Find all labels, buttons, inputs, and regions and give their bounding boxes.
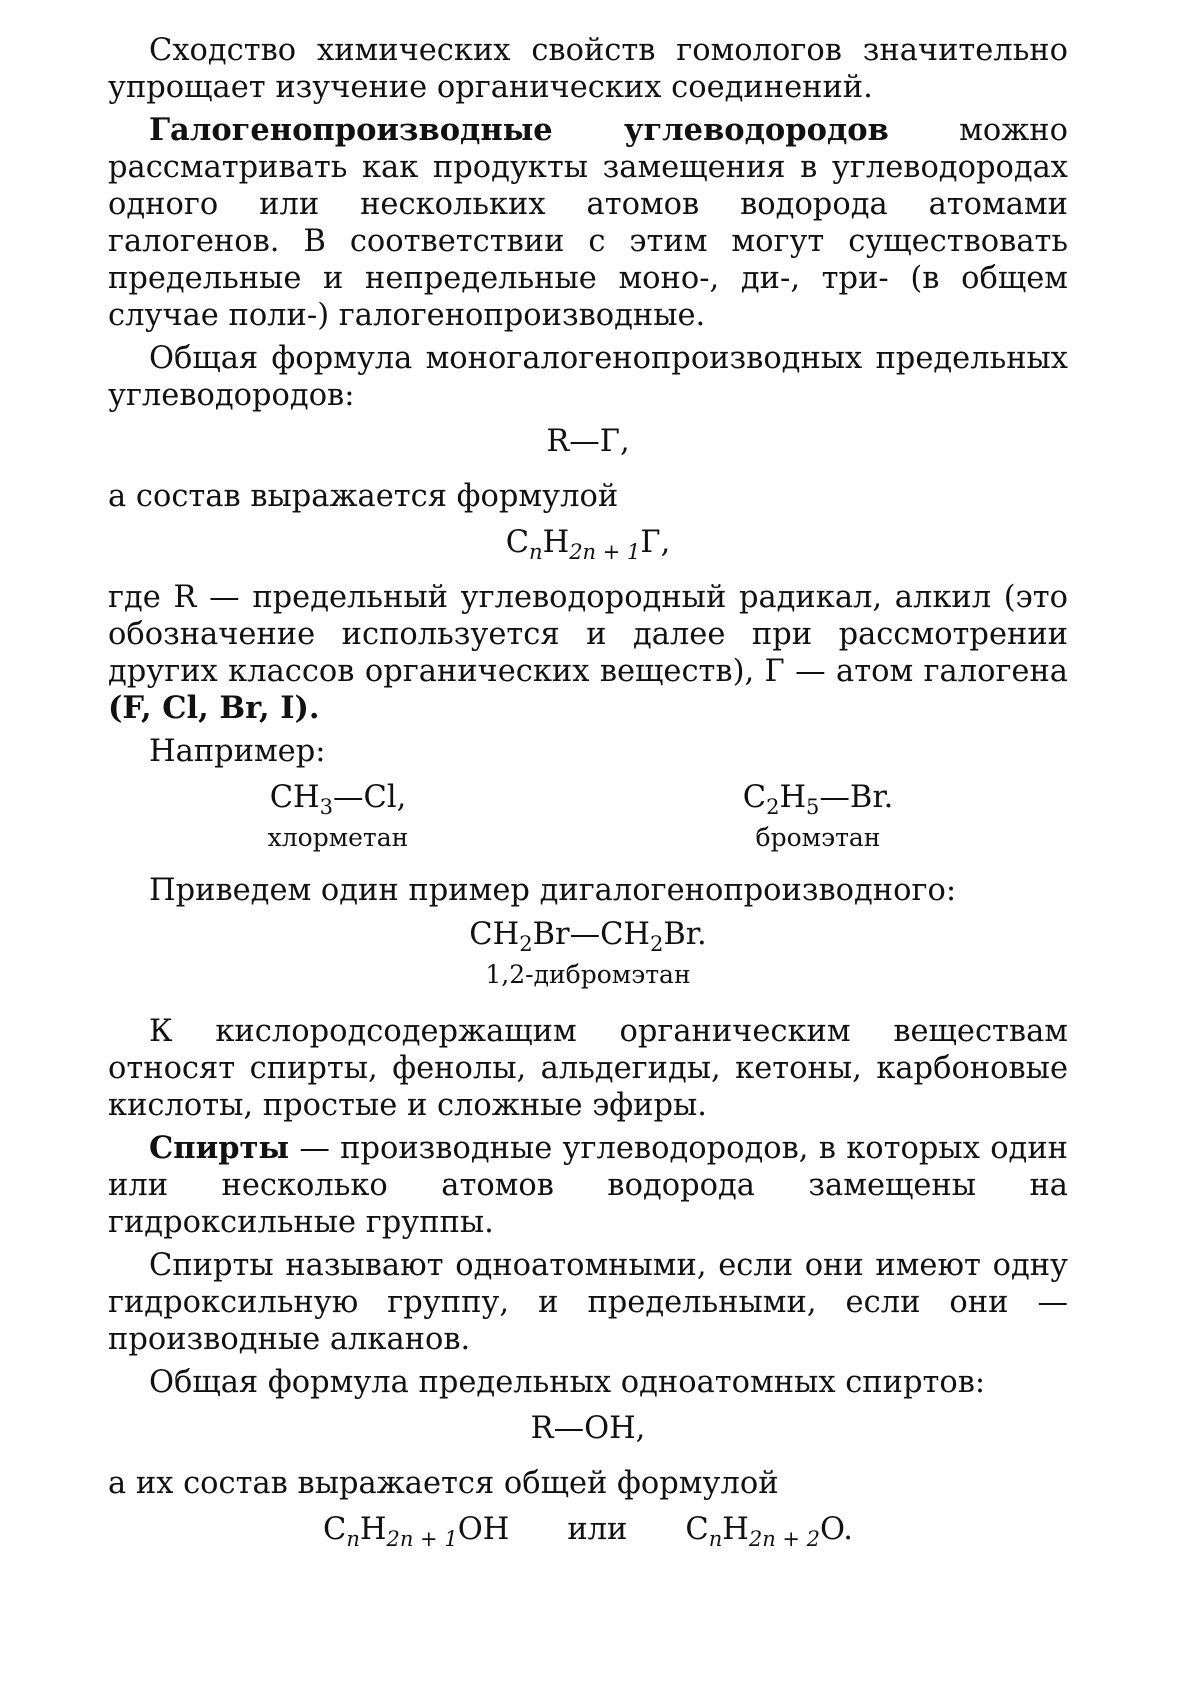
caption-chloromethane: хлорметан — [267, 823, 409, 852]
alc2-h: H — [722, 1512, 749, 1547]
ex1-part-a: CH — [269, 780, 320, 815]
paragraph-example: Например: — [149, 734, 326, 769]
formula-c: C — [505, 525, 530, 560]
formula-cnh2n1-halogen — [108, 523, 1068, 563]
alc2-c: C — [685, 1512, 709, 1547]
ex3-part-c: Br. — [663, 917, 707, 952]
formula-h: H — [542, 525, 570, 560]
formula-c2h5br — [568, 778, 1068, 818]
alc1-sub: 2n + 1 — [386, 1527, 458, 1551]
halogen-list: (F, Cl, Br, I). — [108, 690, 320, 726]
alc2-sub: 2n + 2 — [748, 1527, 821, 1551]
formula-r-halogen: R—Г, — [546, 424, 630, 459]
paragraph-alcohol-composition-intro: а их состав выражается общей формулой — [108, 1466, 779, 1501]
paragraph-composition-intro: а состав выражается формулой — [108, 479, 619, 514]
example-bromoethane — [568, 778, 1068, 854]
paragraph-alcohols — [108, 1130, 1068, 1241]
formula-sub-n: n — [529, 540, 543, 564]
alc1-c: C — [323, 1512, 347, 1547]
paragraph-homologs: Сходство химических свойств гомологов значительно упрощает изучение органических соединений. — [108, 33, 1068, 105]
formula-ch3cl — [108, 778, 568, 818]
ex3-part-b: Br—CH — [532, 917, 651, 952]
paragraph-monohydric: Спирты называют одноатомными, если они имеют одну гидроксильную группу, и предельными, если они — производные алканов. — [108, 1248, 1068, 1357]
ex2-part-b: H — [779, 780, 807, 815]
formula-halogen: Г, — [640, 525, 671, 560]
ex3-part-a: CH — [469, 917, 520, 952]
paragraph-halogen-derivatives — [108, 112, 1068, 334]
ex2-sub1: 2 — [766, 795, 780, 819]
paragraph-alcohol-formula-intro: Общая формула предельных одноатомных спиртов: — [149, 1365, 986, 1400]
ex2-part-a: C — [742, 780, 767, 815]
alc1-tail: OH — [457, 1512, 510, 1547]
radical-definition-text: где R — предельный углеводородный радикал, алкил (это обозначение используется и далее при рассмотрении других классов органических веществ), Г — атом галогена — [108, 580, 1068, 689]
ex1-part-b: —Cl, — [333, 780, 407, 815]
paragraph-dihalogen-intro: Приведем один пример дигалогенопроизводного: — [149, 873, 957, 908]
formula-dibromoethane — [108, 915, 1068, 955]
formula-or: или — [567, 1512, 628, 1547]
ex3-sub2: 2 — [650, 932, 664, 956]
ex2-part-c: —Br. — [819, 780, 894, 815]
paragraph-general-formula-intro: Общая формула моногалогенопроизводных предельных углеводородов: — [108, 341, 1068, 413]
ex3-sub1: 2 — [519, 932, 533, 956]
alc1-sub-n: n — [346, 1527, 360, 1551]
alc2-sub-n: n — [708, 1527, 723, 1551]
caption-dibromoethane: 1,2-дибромэтан — [485, 960, 691, 989]
alc2-tail: O. — [820, 1512, 853, 1547]
ex1-sub: 3 — [319, 795, 333, 819]
formula-alcohol-composition — [108, 1510, 1068, 1550]
example-chloromethane — [108, 778, 568, 854]
formula-sub-2n1: 2n + 1 — [569, 540, 641, 564]
examples-row — [108, 778, 1068, 854]
paragraph-oxygen-compounds: К кислородсодержащим органическим веществам относят спирты, фенолы, альдегиды, кетоны, карбоновые кислоты, простые и сложные эфиры. — [108, 1014, 1068, 1123]
example-dibromoethane — [108, 915, 1068, 991]
caption-bromoethane: бромэтан — [755, 823, 881, 852]
term-halogen-derivatives: Галогенопроизводные углеводородов — [149, 112, 889, 148]
formula-r-oh: R—OH, — [530, 1411, 646, 1446]
ex2-sub2: 5 — [806, 795, 820, 819]
paragraph-halogen-text: можно рассматривать как продукты замещения в углеводородах одного или нескольких атомов водорода атомами галогенов. В соответствии с этим могут существовать предельные и непредельные моно-, ди-, три- (в общем случае поли-) галогенопроизводные. — [108, 113, 1068, 333]
term-alcohols: Спирты — [149, 1130, 290, 1166]
paragraph-radical-definition — [108, 579, 1068, 727]
textbook-page — [108, 32, 1068, 1566]
alcohols-definition-text: — производные углеводородов, в которых один или несколько атомов водорода замещены на гидроксильные группы. — [108, 1131, 1068, 1240]
alc1-h: H — [359, 1512, 387, 1547]
